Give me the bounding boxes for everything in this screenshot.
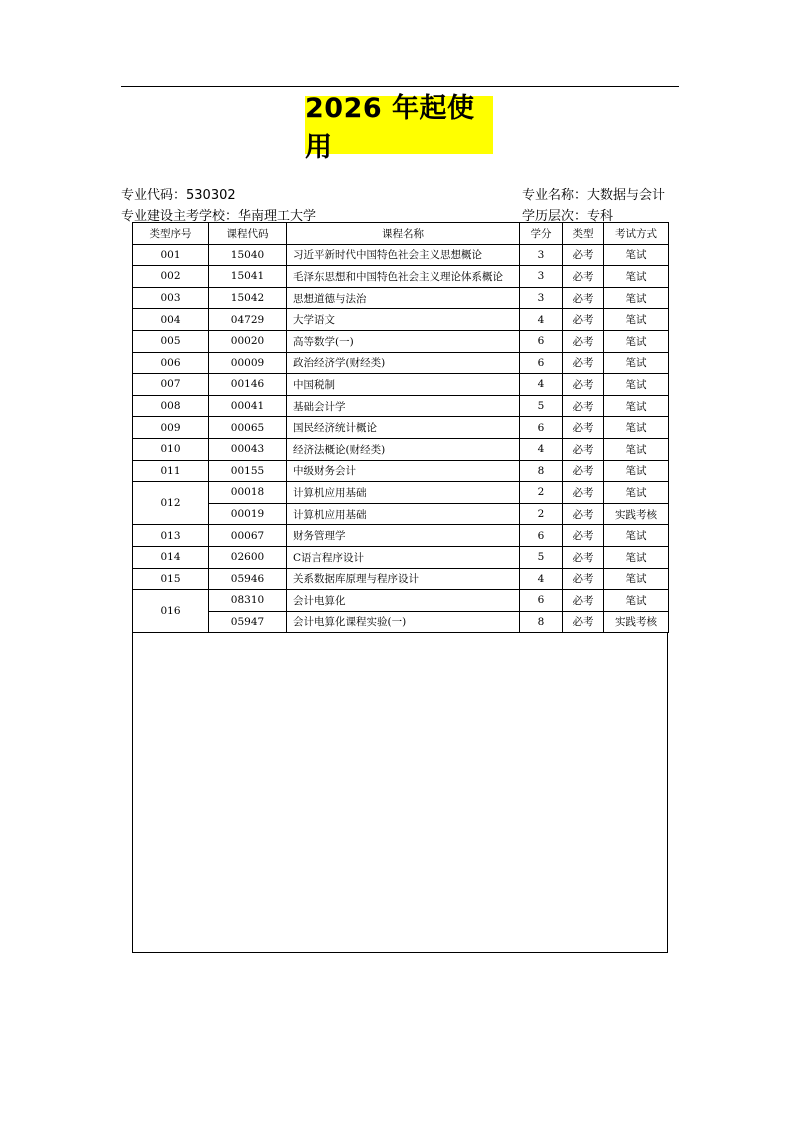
type-seq: 012 — [133, 482, 209, 525]
exam-method: 笔试 — [604, 460, 669, 482]
course-type: 必考 — [563, 266, 604, 288]
exam-method: 笔试 — [604, 417, 669, 439]
course-credit: 6 — [520, 590, 563, 612]
course-type: 必考 — [563, 546, 604, 568]
course-credit: 3 — [520, 266, 563, 288]
course-credit: 6 — [520, 330, 563, 352]
course-name: 计算机应用基础 — [287, 482, 520, 504]
type-seq: 008 — [133, 395, 209, 417]
exam-method: 实践考核 — [604, 503, 669, 525]
course-name: 关系数据库原理与程序设计 — [287, 568, 520, 590]
course-type: 必考 — [563, 287, 604, 309]
course-type: 必考 — [563, 525, 604, 547]
course-credit: 2 — [520, 482, 563, 504]
type-seq: 014 — [133, 546, 209, 568]
course-credit: 4 — [520, 568, 563, 590]
table-row — [133, 546, 669, 568]
table-header-row — [133, 223, 669, 245]
course-name: 基础会计学 — [287, 395, 520, 417]
course-code: 00067 — [209, 525, 287, 547]
course-table-wrapper — [132, 222, 668, 633]
course-code: 02600 — [209, 546, 287, 568]
table-row — [133, 438, 669, 460]
exam-method: 笔试 — [604, 482, 669, 504]
exam-method: 笔试 — [604, 525, 669, 547]
course-credit: 8 — [520, 460, 563, 482]
major-code: 专业代码：530302 — [121, 188, 236, 203]
type-seq: 009 — [133, 417, 209, 439]
course-name: 中级财务会计 — [287, 460, 520, 482]
table-row — [133, 611, 669, 633]
course-name: 会计电算化课程实验(一) — [287, 611, 520, 633]
type-seq: 011 — [133, 460, 209, 482]
course-credit: 4 — [520, 374, 563, 396]
course-type: 必考 — [563, 244, 604, 266]
course-code: 00146 — [209, 374, 287, 396]
course-name: 会计电算化 — [287, 590, 520, 612]
course-credit: 8 — [520, 611, 563, 633]
col-header-seq: 类型序号 — [133, 223, 209, 245]
exam-method: 笔试 — [604, 546, 669, 568]
exam-method: 笔试 — [604, 244, 669, 266]
major-name: 专业名称：大数据与会计 — [522, 188, 666, 203]
course-code: 00020 — [209, 330, 287, 352]
course-credit: 5 — [520, 546, 563, 568]
course-type: 必考 — [563, 611, 604, 633]
course-type: 必考 — [563, 417, 604, 439]
exam-method: 实践考核 — [604, 611, 669, 633]
course-credit: 4 — [520, 438, 563, 460]
course-name: 经济法概论(财经类) — [287, 438, 520, 460]
table-row — [133, 590, 669, 612]
course-code: 00155 — [209, 460, 287, 482]
table-row — [133, 374, 669, 396]
course-code: 00041 — [209, 395, 287, 417]
table-row — [133, 525, 669, 547]
course-credit: 4 — [520, 309, 563, 331]
course-type: 必考 — [563, 482, 604, 504]
course-type: 必考 — [563, 460, 604, 482]
col-header-credit: 学分 — [520, 223, 563, 245]
course-code: 15042 — [209, 287, 287, 309]
table-row — [133, 244, 669, 266]
table-row — [133, 330, 669, 352]
col-header-exam: 考试方式 — [604, 223, 669, 245]
course-code: 05947 — [209, 611, 287, 633]
col-header-name: 课程名称 — [287, 223, 520, 245]
course-code: 00043 — [209, 438, 287, 460]
course-type: 必考 — [563, 330, 604, 352]
exam-method: 笔试 — [604, 330, 669, 352]
exam-method: 笔试 — [604, 568, 669, 590]
exam-method: 笔试 — [604, 590, 669, 612]
course-name: 财务管理学 — [287, 525, 520, 547]
course-credit: 3 — [520, 287, 563, 309]
type-seq: 010 — [133, 438, 209, 460]
course-name: 习近平新时代中国特色社会主义思想概论 — [287, 244, 520, 266]
course-type: 必考 — [563, 438, 604, 460]
table-row — [133, 352, 669, 374]
table-row — [133, 309, 669, 331]
course-type: 必考 — [563, 309, 604, 331]
col-header-type: 类型 — [563, 223, 604, 245]
course-type: 必考 — [563, 374, 604, 396]
exam-method: 笔试 — [604, 309, 669, 331]
title-banner — [305, 93, 493, 163]
course-type: 必考 — [563, 503, 604, 525]
table-row — [133, 395, 669, 417]
course-name: 高等数学(一) — [287, 330, 520, 352]
course-code: 00019 — [209, 503, 287, 525]
col-header-code: 课程代码 — [209, 223, 287, 245]
course-name: 思想道德与法治 — [287, 287, 520, 309]
course-name: 中国税制 — [287, 374, 520, 396]
type-seq: 004 — [133, 309, 209, 331]
course-code: 08310 — [209, 590, 287, 612]
school-name: 专业建设主考学校：华南理工大学 — [121, 209, 317, 224]
table-row — [133, 482, 669, 504]
table-row — [133, 266, 669, 288]
exam-method: 笔试 — [604, 374, 669, 396]
course-name: 毛泽东思想和中国特色社会主义理论体系概论 — [287, 266, 520, 288]
course-type: 必考 — [563, 395, 604, 417]
type-seq: 007 — [133, 374, 209, 396]
course-code: 00065 — [209, 417, 287, 439]
education-level: 学历层次：专科 — [522, 209, 614, 224]
course-table — [132, 222, 669, 633]
blank-area — [132, 632, 668, 953]
course-credit: 3 — [520, 244, 563, 266]
course-code: 15041 — [209, 266, 287, 288]
type-seq: 016 — [133, 590, 209, 633]
course-type: 必考 — [563, 568, 604, 590]
course-type: 必考 — [563, 352, 604, 374]
table-row — [133, 417, 669, 439]
course-table-body — [133, 244, 669, 633]
course-credit: 6 — [520, 417, 563, 439]
course-credit: 6 — [520, 352, 563, 374]
exam-method: 笔试 — [604, 287, 669, 309]
type-seq: 015 — [133, 568, 209, 590]
table-row — [133, 287, 669, 309]
table-row — [133, 568, 669, 590]
course-name: 大学语文 — [287, 309, 520, 331]
type-seq: 001 — [133, 244, 209, 266]
course-code: 00009 — [209, 352, 287, 374]
page-title: 2026 年起使用 — [305, 93, 475, 163]
type-seq: 002 — [133, 266, 209, 288]
course-credit: 6 — [520, 525, 563, 547]
course-name: 计算机应用基础 — [287, 503, 520, 525]
table-row — [133, 460, 669, 482]
course-name: 国民经济统计概论 — [287, 417, 520, 439]
course-name: 政治经济学(财经类) — [287, 352, 520, 374]
table-row — [133, 503, 669, 525]
type-seq: 003 — [133, 287, 209, 309]
type-seq: 006 — [133, 352, 209, 374]
course-credit: 5 — [520, 395, 563, 417]
course-code: 00018 — [209, 482, 287, 504]
course-code: 05946 — [209, 568, 287, 590]
exam-method: 笔试 — [604, 352, 669, 374]
type-seq: 005 — [133, 330, 209, 352]
exam-method: 笔试 — [604, 438, 669, 460]
course-name: C语言程序设计 — [287, 546, 520, 568]
exam-method: 笔试 — [604, 266, 669, 288]
type-seq: 013 — [133, 525, 209, 547]
course-type: 必考 — [563, 590, 604, 612]
exam-method: 笔试 — [604, 395, 669, 417]
course-code: 04729 — [209, 309, 287, 331]
course-code: 15040 — [209, 244, 287, 266]
course-credit: 2 — [520, 503, 563, 525]
